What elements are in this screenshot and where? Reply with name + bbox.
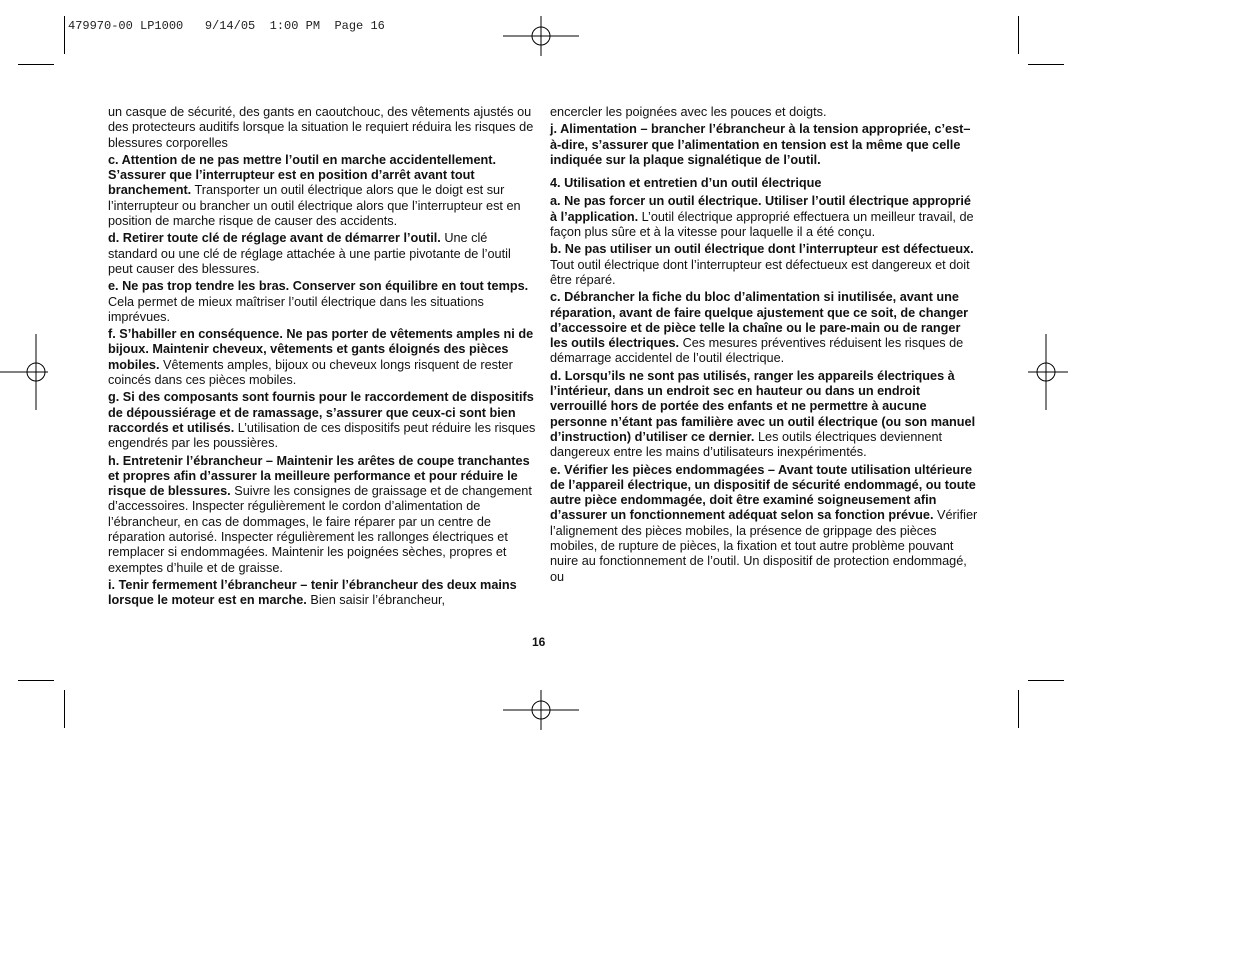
crop-mark	[1028, 64, 1064, 65]
paragraph: j. Alimentation – brancher l’ébrancheur à la tension appropriée, c’est–à-dire, s’assurer que l’alimentation en tension est la même que celle indiquée sur la plaque signalétique de l’outil.	[550, 122, 971, 167]
paragraph: f. S’habiller en conséquence. Ne pas porter de vêtements amples ni de bijoux. Maintenir cheveux, vêtements et gants éloignés des pièces mobiles. Vêtements amples, bijoux ou cheveux longs risquent de rester coincés dans ces pièces mobiles.	[108, 327, 534, 388]
paragraph: e. Vérifier les pièces endommagées – Avant toute utilisation ultérieure de l’appareil électrique, un dispositif de sécurité endommagé, ou toute autre pièce endommagée, doit être examiné soigneusement afin d’assurer un fonctionnement adéquat selon sa fonction prévue. Vérifier l’alignement des pièces mobiles, la présence de grippage des pièces mobiles, de rupture de pièces, la fixation et tout autre problème pouvant nuire au fonctionnement de l’outil. Un dispositif de protection endommagé, ou	[550, 462, 978, 584]
paragraph: d. Retirer toute clé de réglage avant de démarrer l’outil. Une clé standard ou une clé de réglage attachée à une partie pivotante de l’outil peut causer des blessures.	[108, 231, 511, 276]
crop-mark	[64, 16, 65, 54]
section-heading: 4. Utilisation et entretien d’un outil électrique	[550, 176, 822, 191]
right-column	[550, 105, 980, 587]
paragraph: a. Ne pas forcer un outil électrique. Utiliser l’outil électrique approprié à l’application. L’outil électrique approprié effectuera un meilleur travail, de façon plus sûre et à la vitesse pour laquelle il a été conçu.	[550, 194, 974, 240]
crop-mark	[1018, 16, 1019, 54]
crop-mark	[64, 690, 65, 728]
paragraph: un casque de sécurité, des gants en caoutchouc, des vêtements ajustés ou des protecteurs auditifs lorsque la situation le requiert réduira les risques de blessures corporelles	[108, 105, 534, 150]
paragraph: c. Attention de ne pas mettre l’outil en marche accidentellement. S’assurer que l’interrupteur est en position d’arrêt avant tout branchement. Transporter un outil électrique alors que le doigt est sur l’interrupteur ou brancher un outil électrique alors que l’interrupteur est en position de marche risque de causer des accidents.	[108, 152, 521, 229]
paragraph: c. Débrancher la fiche du bloc d’alimentation si inutilisée, avant une réparation, avant de faire quelque ajustement que ce soit, de changer d’accessoire et de pièce telle la chaîne ou le pare-main ou de ranger les outils électriques. Ces mesures préventives réduisent les risques de démarrage accidentel de l’outil électrique.	[550, 290, 969, 366]
printer-slug: 479970-00 LP1000 9/14/05 1:00 PM Page 16	[68, 19, 385, 33]
paragraph: b. Ne pas utiliser un outil électrique dont l’interrupteur est défectueux. Tout outil électrique dont l’interrupteur est défectueux est dangereux et doit être réparé.	[550, 242, 974, 287]
left-column	[108, 105, 536, 611]
paragraph: g. Si des composants sont fournis pour le raccordement de dispositifs de dépoussiérage et de ramassage, s’assurer que ceux-ci sont bien raccordés et utilisés. L’utilisation de ces dispositifs peut réduire les risques engendrés par les poussières.	[108, 390, 536, 451]
crop-mark	[1028, 680, 1064, 681]
registration-mark-left	[0, 334, 48, 410]
crop-mark	[1018, 690, 1019, 728]
paragraph: encercler les poignées avec les pouces et doigts.	[550, 105, 827, 119]
paragraph: e. Ne pas trop tendre les bras. Conserver son équilibre en tout temps. Cela permet de mieux maîtriser l’outil électrique dans les situations imprévues.	[108, 279, 529, 324]
registration-mark-right	[1028, 334, 1068, 410]
paragraph: h. Entretenir l’ébrancheur – Maintenir les arêtes de coupe tranchantes et propres afin d’assurer la meilleure performance et pour réduire le risque de blessures. Suivre les consignes de graissage et de changement d’accessoires. Inspecter régulièrement le cordon d’alimentation de l’ébrancheur, en cas de dommages, le faire réparer par un centre de réparation autorisé. Inspecter régulièrement les rallonges électriques et remplacer si endommagées. Maintenir les poignées sèches, propres et exemptes d’huile et de graisse.	[108, 453, 532, 575]
registration-mark-top	[503, 16, 579, 56]
registration-mark-bottom	[503, 690, 579, 730]
page-number: 16	[532, 635, 546, 649]
crop-mark	[18, 680, 54, 681]
crop-mark	[18, 64, 54, 65]
paragraph: d. Lorsqu’ils ne sont pas utilisés, ranger les appareils électriques à l’intérieur, dans un endroit sec en hauteur ou dans un endroit verrouillé hors de portée des enfants et ne permettre à aucune personne n’étant pas familière avec un outil électrique (ou son manuel d’instruction) d’utiliser ce dernier. Les outils électriques deviennent dangereux entre les mains d’utilisateurs inexpérimentés.	[550, 368, 976, 460]
paragraph: i. Tenir fermement l’ébrancheur – tenir l’ébrancheur des deux mains lorsque le moteur est en marche. Bien saisir l’ébrancheur,	[108, 577, 517, 608]
